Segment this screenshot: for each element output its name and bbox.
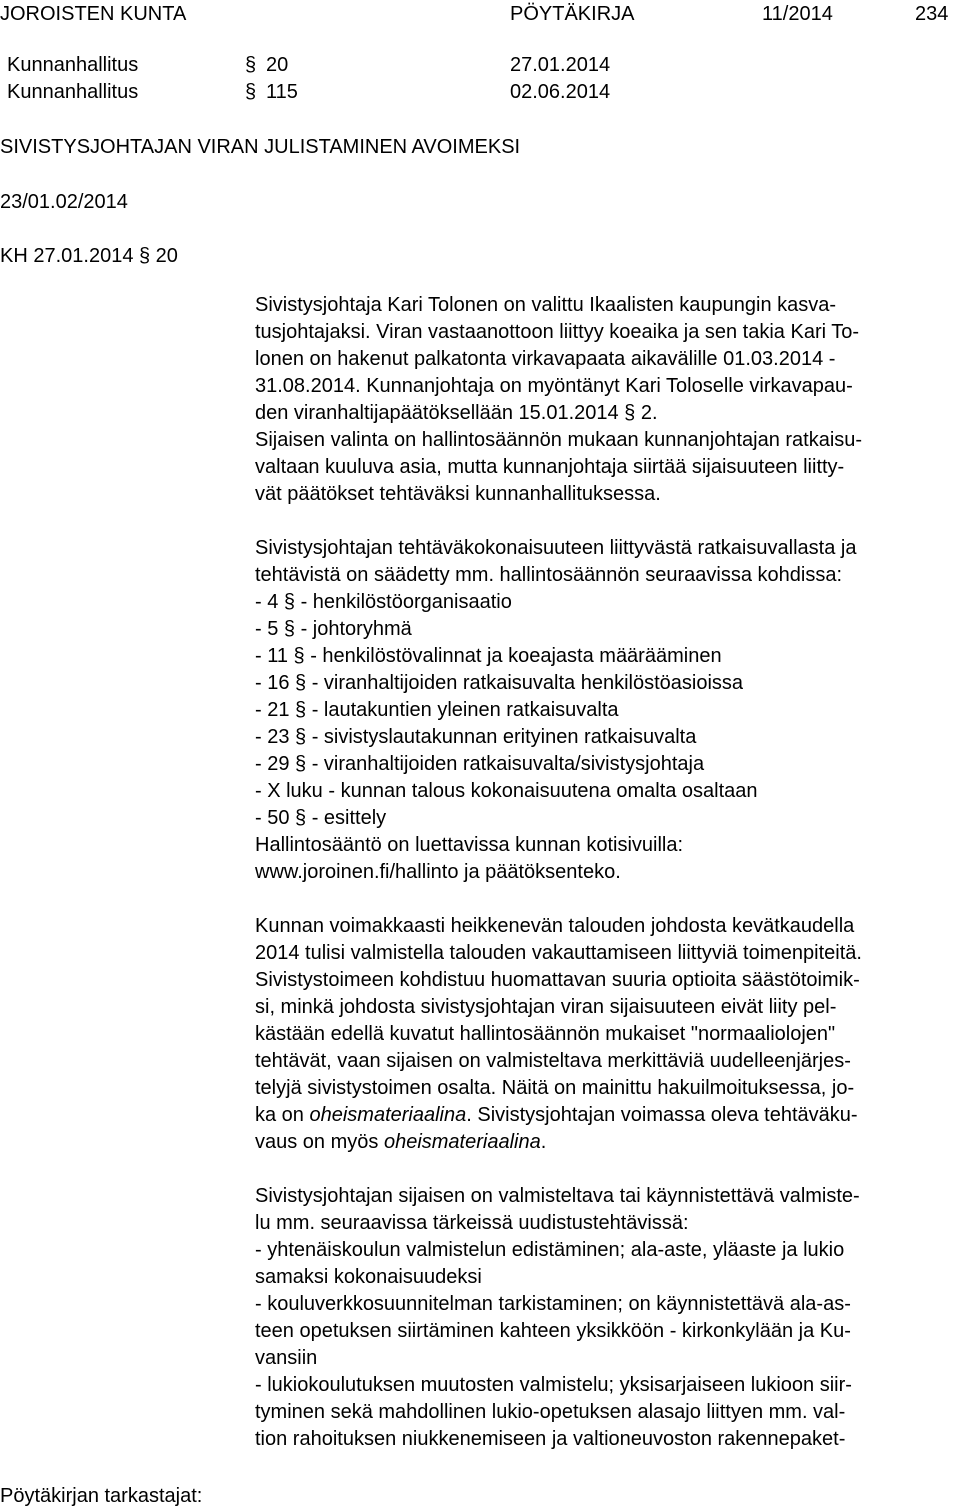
body-line: Sivistystoimeen kohdistuu huomattavan suuria optioita säästötoimik- xyxy=(255,969,860,991)
minutes-checkers-label: Pöytäkirjan tarkastajat: xyxy=(0,1485,203,1507)
body-line: - 4 § - henkilöstöorganisaatio xyxy=(255,591,512,613)
body-line: valtaan kuuluva asia, mutta kunnanjohtaja siirtää sijaisuuteen liitty- xyxy=(255,456,845,478)
meeting-organ: Kunnanhallitus xyxy=(7,81,139,103)
body-line: - 50 § - esittely xyxy=(255,807,387,829)
body-line: - X luku - kunnan talous kokonaisuutena omalta osaltaan xyxy=(255,780,758,802)
page-number: 234 xyxy=(915,3,949,25)
body-line: Sivistysjohtajan tehtäväkokonaisuuteen liittyvästä ratkaisuvallasta ja xyxy=(255,537,857,559)
body-line: 31.08.2014. Kunnanjohtaja on myöntänyt Kari Toloselle virkavapau- xyxy=(255,375,853,397)
document-body xyxy=(255,292,955,1453)
body-line: - 23 § - sivistyslautakunnan erityinen ratkaisuvalta xyxy=(255,726,697,748)
municipality-name: JOROISTEN KUNTA xyxy=(0,3,187,25)
body-line: tyminen sekä mahdollinen lukio-opetuksen alasajo liittyen mm. val- xyxy=(255,1401,846,1423)
body-line: 2014 tulisi valmistella talouden vakauttamiseen liittyviä toimenpiteitä. xyxy=(255,942,862,964)
body-line: lu mm. seuraavissa tärkeissä uudistustehtävissä: xyxy=(255,1212,689,1234)
body-line: - 5 § - johtoryhmä xyxy=(255,618,412,640)
document-number: 11/2014 xyxy=(762,3,833,25)
section-number: 115 xyxy=(266,81,298,103)
section-mark: § xyxy=(245,54,257,76)
section-number: 20 xyxy=(266,54,289,76)
body-line: vät päätökset tehtäväksi kunnanhallituksessa. xyxy=(255,483,661,505)
body-line: - yhtenäiskoulun valmistelun edistäminen; ala-aste, yläaste ja lukio xyxy=(255,1239,845,1261)
body-line: - lukiokoulutuksen muutosten valmistelu; yksisarjaiseen lukioon siir- xyxy=(255,1374,852,1396)
document-type: PÖYTÄKIRJA xyxy=(510,3,635,25)
body-line: Sivistysjohtaja Kari Tolonen on valittu Ikaalisten kaupungin kasva- xyxy=(255,294,837,316)
body-line: Kunnan voimakkaasti heikkenevän talouden johdosta kevätkaudella xyxy=(255,915,855,937)
body-line: vaus on myös oheismateriaalina. xyxy=(255,1131,547,1153)
paragraph-gap xyxy=(255,886,955,913)
body-line: tehtävät, vaan sijaisen on valmisteltava merkittäviä uudelleenjärjes- xyxy=(255,1050,851,1072)
board-reference: KH 27.01.2014 § 20 xyxy=(0,245,178,267)
body-line: Sijaisen valinta on hallintosäännön mukaan kunnanjohtajan ratkaisu- xyxy=(255,429,863,451)
body-line: Hallintosääntö on luettavissa kunnan kotisivuilla: xyxy=(255,834,684,856)
body-line: - 29 § - viranhaltijoiden ratkaisuvalta/sivistysjohtaja xyxy=(255,753,705,775)
body-line: - 11 § - henkilöstövalinnat ja koeajasta määrääminen xyxy=(255,645,722,667)
body-line: tehtävistä on säädetty mm. hallintosäännön seuraavissa kohdissa: xyxy=(255,564,843,586)
body-line: telyjä sivistystoimen osalta. Näitä on mainittu hakuilmoituksessa, jo- xyxy=(255,1077,855,1099)
body-line: lonen on hakenut palkatonta virkavapaata aikavälille 01.03.2014 - xyxy=(255,348,836,370)
body-line: www.joroinen.fi/hallinto ja päätöksenteko. xyxy=(255,861,621,883)
body-line: teen opetuksen siirtäminen kahteen yksikköön - kirkonkylään ja Ku- xyxy=(255,1320,851,1342)
body-line: - 21 § - lautakuntien yleinen ratkaisuvalta xyxy=(255,699,619,721)
meeting-date: 02.06.2014 xyxy=(510,81,611,103)
paragraph-gap xyxy=(255,1156,955,1183)
body-line: tion rahoituksen niukkenemiseen ja valtioneuvoston rakennepaket- xyxy=(255,1428,846,1450)
meeting-date: 27.01.2014 xyxy=(510,54,611,76)
case-reference: 23/01.02/2014 xyxy=(0,191,128,213)
paragraph-gap xyxy=(255,508,955,535)
body-line: ka on oheismateriaalina. Sivistysjohtajan voimassa oleva tehtäväku- xyxy=(255,1104,858,1126)
body-line: - kouluverkkosuunnitelman tarkistaminen; on käynnistettävä ala-as- xyxy=(255,1293,851,1315)
body-line: Sivistysjohtajan sijaisen on valmisteltava tai käynnistettävä valmiste- xyxy=(255,1185,860,1207)
body-line: tusjohtajaksi. Viran vastaanottoon liittyy koeaika ja sen takia Kari To- xyxy=(255,321,860,343)
document-header xyxy=(0,0,960,30)
document-title: SIVISTYSJOHTAJAN VIRAN JULISTAMINEN AVOIMEKSI xyxy=(0,136,521,158)
section-mark: § xyxy=(245,81,257,103)
body-line: kästään edellä kuvatut hallintosäännön mukaiset "normaaliolojen" xyxy=(255,1023,836,1045)
body-line: den viranhaltijapäätöksellään 15.01.2014 § 2. xyxy=(255,402,658,424)
meeting-organ: Kunnanhallitus xyxy=(7,54,139,76)
body-line: si, minkä johdosta sivistysjohtajan viran sijaisuuteen eivät liity pel- xyxy=(255,996,837,1018)
body-line: vansiin xyxy=(255,1347,318,1369)
body-line: - 16 § - viranhaltijoiden ratkaisuvalta henkilöstöasioissa xyxy=(255,672,744,694)
body-line: samaksi kokonaisuudeksi xyxy=(255,1266,482,1288)
